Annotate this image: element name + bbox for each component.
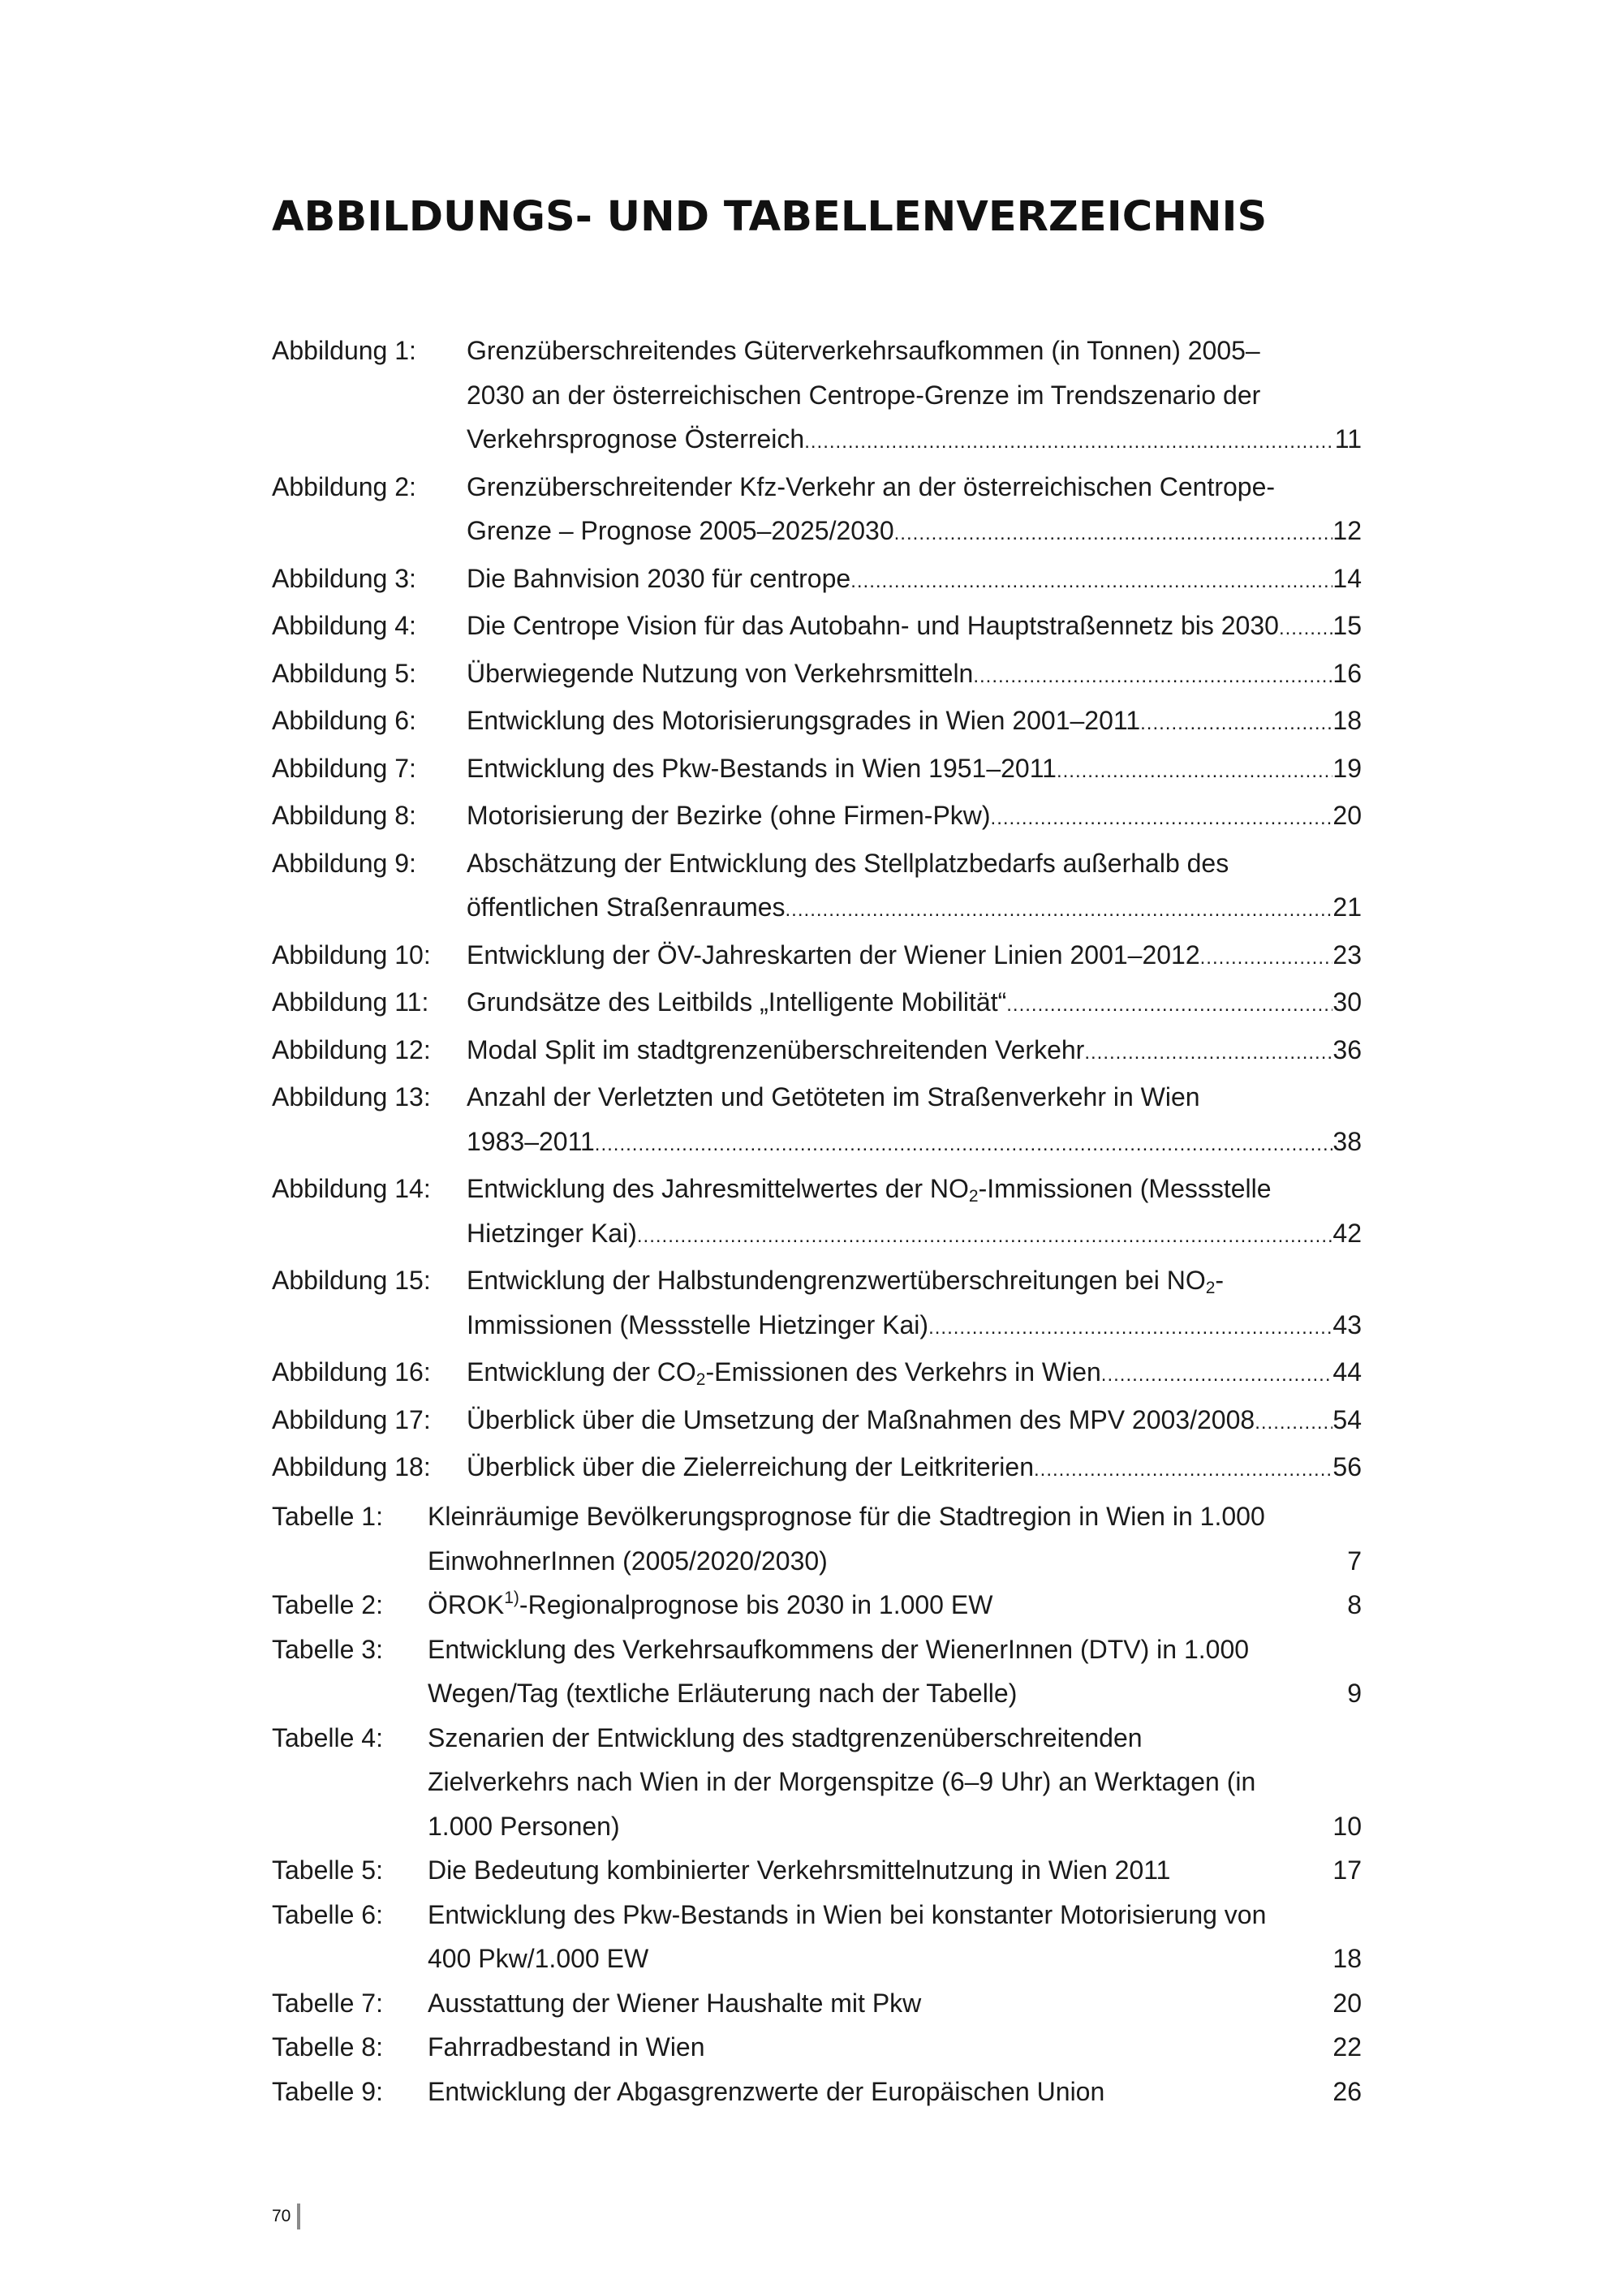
figure-entry-17[interactable] xyxy=(272,1398,1362,1446)
table-title-line: Fahrradbestand in Wien xyxy=(428,2032,705,2062)
footer-divider xyxy=(297,2204,300,2229)
figure-title-line xyxy=(467,1258,1224,1303)
figure-label: Abbildung 8: xyxy=(272,801,416,830)
table-entry-5[interactable] xyxy=(272,1848,1362,1893)
figure-entry-10[interactable] xyxy=(272,933,1362,981)
table-entry-9[interactable] xyxy=(272,2070,1362,2114)
figure-page-number: 56 xyxy=(1332,1452,1362,1481)
figure-title-line: Grundsätze des Leitbilds „Intelligente Mobilität“ xyxy=(467,987,1007,1017)
figure-entry-8[interactable] xyxy=(272,793,1362,841)
figure-title-line: 2030 an der österreichischen Centrope-Grenze im Trendszenario der xyxy=(467,380,1261,410)
dot-leader xyxy=(1279,607,1332,651)
footnote-marker: 1) xyxy=(504,1589,519,1607)
dot-leader xyxy=(1084,1031,1332,1076)
table-title-line: Kleinräumige Bevölkerungsprognose für die Stadtregion in Wien in 1.000 xyxy=(428,1502,1265,1531)
figure-label: Abbildung 2: xyxy=(272,471,416,501)
table-title-line: Zielverkehrs nach Wien in der Morgenspitze (6–9 Uhr) an Werktagen (in xyxy=(428,1767,1256,1796)
subscript: 2 xyxy=(968,1187,979,1206)
table-page-number: 17 xyxy=(1332,1855,1362,1885)
table-label: Tabelle 6: xyxy=(272,1899,383,1929)
table-page-number: 10 xyxy=(1332,1811,1362,1841)
table-title-line: Wegen/Tag (textliche Erläuterung nach der Tabelle) xyxy=(428,1679,1018,1708)
figure-title-line xyxy=(467,1350,1101,1395)
figure-entry-5[interactable] xyxy=(272,651,1362,699)
table-page-number: 22 xyxy=(1332,2032,1362,2062)
figure-title-line: Grenzüberschreitendes Güterverkehrsaufkommen (in Tonnen) 2005– xyxy=(467,336,1260,365)
figure-title-line: Grenze – Prognose 2005–2025/2030 xyxy=(467,516,894,545)
figure-title-text: - xyxy=(1215,1266,1225,1295)
table-title-line: Ausstattung der Wiener Haushalte mit Pkw xyxy=(428,1988,922,2018)
figure-page-number: 54 xyxy=(1332,1404,1362,1434)
figure-title-line: Entwicklung der ÖV-Jahreskarten der Wiener Linien 2001–2012 xyxy=(467,939,1200,970)
figure-page-number: 16 xyxy=(1332,658,1362,688)
figure-entry-9[interactable] xyxy=(272,841,1362,933)
figure-title-line: Modal Split im stadtgrenzenüberschreitenden Verkehr xyxy=(467,1034,1085,1064)
figure-label: Abbildung 16: xyxy=(272,1357,431,1387)
figure-page-number: 38 xyxy=(1332,1126,1362,1156)
figure-title-line: Anzahl der Verletzten und Getöteten im Straßenverkehr in Wien xyxy=(467,1082,1200,1111)
figure-entry-1[interactable] xyxy=(272,329,1362,465)
table-label: Tabelle 3: xyxy=(272,1634,383,1664)
figure-page-number: 19 xyxy=(1332,753,1362,783)
dot-leader xyxy=(1006,983,1332,1028)
dot-leader xyxy=(1101,1353,1333,1398)
table-label: Tabelle 5: xyxy=(272,1855,383,1885)
figure-title-line: Überwiegende Nutzung von Verkehrsmitteln xyxy=(467,658,974,688)
table-label: Tabelle 8: xyxy=(272,2032,383,2062)
figure-title-line: Überblick über die Zielerreichung der Leitkriterien xyxy=(467,1452,1034,1481)
figure-title-text: Entwicklung der Halbstundengrenzwertüberschreitungen bei NO xyxy=(467,1266,1206,1295)
table-title-line: Szenarien der Entwicklung des stadtgrenzenüberschreitenden xyxy=(428,1722,1143,1752)
table-page-number: 18 xyxy=(1332,1944,1362,1973)
dot-leader xyxy=(928,1306,1332,1351)
figure-page-number: 30 xyxy=(1332,987,1362,1017)
dot-leader xyxy=(1057,750,1332,794)
table-list xyxy=(272,1494,1362,2113)
figure-label: Abbildung 17: xyxy=(272,1404,431,1434)
figure-entry-16[interactable] xyxy=(272,1350,1362,1398)
figure-entry-2[interactable] xyxy=(272,465,1362,557)
dot-leader xyxy=(1200,936,1333,981)
table-entry-1[interactable] xyxy=(272,1494,1362,1583)
footer-page-number: 70 xyxy=(272,2207,291,2225)
figure-page-number: 15 xyxy=(1332,611,1362,640)
dot-leader xyxy=(973,655,1332,699)
figure-title-line: Grenzüberschreitender Kfz-Verkehr an der österreichischen Centrope- xyxy=(467,471,1276,501)
dot-leader xyxy=(1034,1448,1332,1493)
dot-leader xyxy=(850,560,1332,604)
dot-leader xyxy=(894,512,1333,557)
table-label: Tabelle 1: xyxy=(272,1502,383,1531)
figure-label: Abbildung 3: xyxy=(272,563,416,593)
figure-label: Abbildung 7: xyxy=(272,753,416,783)
figure-entry-14[interactable] xyxy=(272,1167,1362,1258)
figure-entry-11[interactable] xyxy=(272,980,1362,1028)
table-entry-2[interactable] xyxy=(272,1583,1362,1627)
figure-label: Abbildung 13: xyxy=(272,1082,431,1111)
figure-title-line: Die Centrope Vision für das Autobahn- und Hauptstraßennetz bis 2030 xyxy=(467,611,1279,640)
table-title-text: ÖROK xyxy=(428,1590,505,1619)
figure-title-line: Entwicklung des Pkw-Bestands in Wien 1951–2011 xyxy=(467,753,1057,783)
figure-title-line: Die Bahnvision 2030 für centrope xyxy=(467,563,851,593)
figure-title-text: -Emissionen des Verkehrs in Wien xyxy=(705,1357,1101,1387)
figure-label: Abbildung 11: xyxy=(272,987,429,1017)
dot-leader xyxy=(595,1123,1333,1167)
figure-page-number: 42 xyxy=(1332,1218,1362,1248)
figure-page-number: 18 xyxy=(1332,706,1362,735)
figure-entry-4[interactable] xyxy=(272,604,1362,651)
figure-label: Abbildung 15: xyxy=(272,1266,431,1295)
dot-leader xyxy=(804,420,1335,465)
figure-page-number: 23 xyxy=(1332,939,1362,970)
table-title-line: EinwohnerInnen (2005/2020/2030) xyxy=(428,1546,828,1576)
table-label: Tabelle 9: xyxy=(272,2076,383,2106)
figure-label: Abbildung 1: xyxy=(272,336,416,365)
figure-title-line: öffentlichen Straßenraumes xyxy=(467,892,786,922)
table-title-line: Entwicklung des Verkehrsaufkommens der WienerInnen (DTV) in 1.000 xyxy=(428,1634,1250,1664)
figure-entry-12[interactable] xyxy=(272,1028,1362,1076)
page-title: ABBILDUNGS- UND TABELLENVERZEICHNIS xyxy=(272,193,1268,241)
figure-label: Abbildung 14: xyxy=(272,1174,431,1203)
table-page-number: 26 xyxy=(1332,2076,1362,2106)
figure-page-number: 44 xyxy=(1332,1357,1362,1387)
table-page-number: 9 xyxy=(1347,1679,1362,1708)
table-title-line: 1.000 Personen) xyxy=(428,1811,620,1841)
figure-page-number: 20 xyxy=(1332,801,1362,830)
table-title-text: -Regionalprognose bis 2030 in 1.000 EW xyxy=(519,1590,993,1619)
figure-list xyxy=(272,329,1362,1493)
figure-label: Abbildung 5: xyxy=(272,658,416,688)
figure-entry-3[interactable] xyxy=(272,557,1362,604)
figure-entry-18[interactable] xyxy=(272,1445,1362,1493)
figure-page-number: 21 xyxy=(1332,892,1362,922)
subscript: 2 xyxy=(695,1370,706,1389)
figure-entry-7[interactable] xyxy=(272,746,1362,794)
table-entry-7[interactable] xyxy=(272,1981,1362,2026)
figure-title-line: Überblick über die Umsetzung der Maßnahmen des MPV 2003/2008 xyxy=(467,1404,1255,1434)
table-entry-3[interactable] xyxy=(272,1627,1362,1716)
dot-leader xyxy=(1255,1401,1332,1446)
figure-label: Abbildung 18: xyxy=(272,1452,431,1481)
figure-title-line: Abschätzung der Entwicklung des Stellplatzbedarfs außerhalb des xyxy=(467,848,1229,878)
table-entry-6[interactable] xyxy=(272,1893,1362,1981)
figure-title-line: Motorisierung der Bezirke (ohne Firmen-Pkw) xyxy=(467,801,991,830)
table-title-line: 400 Pkw/1.000 EW xyxy=(428,1944,649,1973)
dot-leader xyxy=(1140,702,1332,746)
figure-label: Abbildung 6: xyxy=(272,706,416,735)
table-label: Tabelle 2: xyxy=(272,1590,383,1619)
figure-title-text: Entwicklung der CO xyxy=(467,1357,696,1387)
table-entry-8[interactable] xyxy=(272,2025,1362,2070)
figure-title-line: Immissionen (Messstelle Hietzinger Kai) xyxy=(467,1309,929,1339)
figure-page-number: 12 xyxy=(1332,516,1362,545)
figure-title-text: Entwicklung des Jahresmittelwertes der NO xyxy=(467,1174,969,1203)
figure-title-line: Entwicklung des Motorisierungsgrades in Wien 2001–2011 xyxy=(467,706,1141,735)
table-title-line: Die Bedeutung kombinierter Verkehrsmittelnutzung in Wien 2011 xyxy=(428,1855,1171,1885)
figure-entry-13[interactable] xyxy=(272,1075,1362,1167)
table-page-number: 20 xyxy=(1332,1988,1362,2018)
figure-page-number: 14 xyxy=(1332,563,1362,593)
table-label: Tabelle 7: xyxy=(272,1988,383,2018)
figure-page-number: 43 xyxy=(1332,1309,1362,1339)
table-entry-4[interactable] xyxy=(272,1716,1362,1849)
figure-label: Abbildung 4: xyxy=(272,611,416,640)
figure-entry-15[interactable] xyxy=(272,1258,1362,1350)
figure-title-line xyxy=(467,1167,1272,1211)
figure-title-line: 1983–2011 xyxy=(467,1126,595,1156)
table-title-line: Entwicklung des Pkw-Bestands in Wien bei konstanter Motorisierung von xyxy=(428,1899,1267,1929)
table-title-line xyxy=(428,1583,992,1627)
subscript: 2 xyxy=(1205,1279,1216,1297)
figure-page-number: 11 xyxy=(1334,424,1362,454)
figure-label: Abbildung 9: xyxy=(272,848,416,878)
figure-entry-6[interactable] xyxy=(272,699,1362,746)
figure-title-line: Verkehrsprognose Österreich xyxy=(467,424,805,454)
figure-title-text: -Immissionen (Messstelle xyxy=(978,1174,1272,1203)
figure-title-line: Hietzinger Kai) xyxy=(467,1218,637,1248)
figure-page-number: 36 xyxy=(1332,1034,1362,1064)
figure-label: Abbildung 12: xyxy=(272,1034,431,1064)
table-label: Tabelle 4: xyxy=(272,1722,383,1752)
dot-leader xyxy=(786,888,1333,933)
table-page-number: 8 xyxy=(1347,1590,1362,1619)
dot-leader xyxy=(637,1215,1333,1259)
table-title-line: Entwicklung der Abgasgrenzwerte der Europäischen Union xyxy=(428,2076,1105,2106)
table-page-number: 7 xyxy=(1347,1546,1362,1576)
dot-leader xyxy=(991,797,1333,841)
figure-label: Abbildung 10: xyxy=(272,939,431,970)
